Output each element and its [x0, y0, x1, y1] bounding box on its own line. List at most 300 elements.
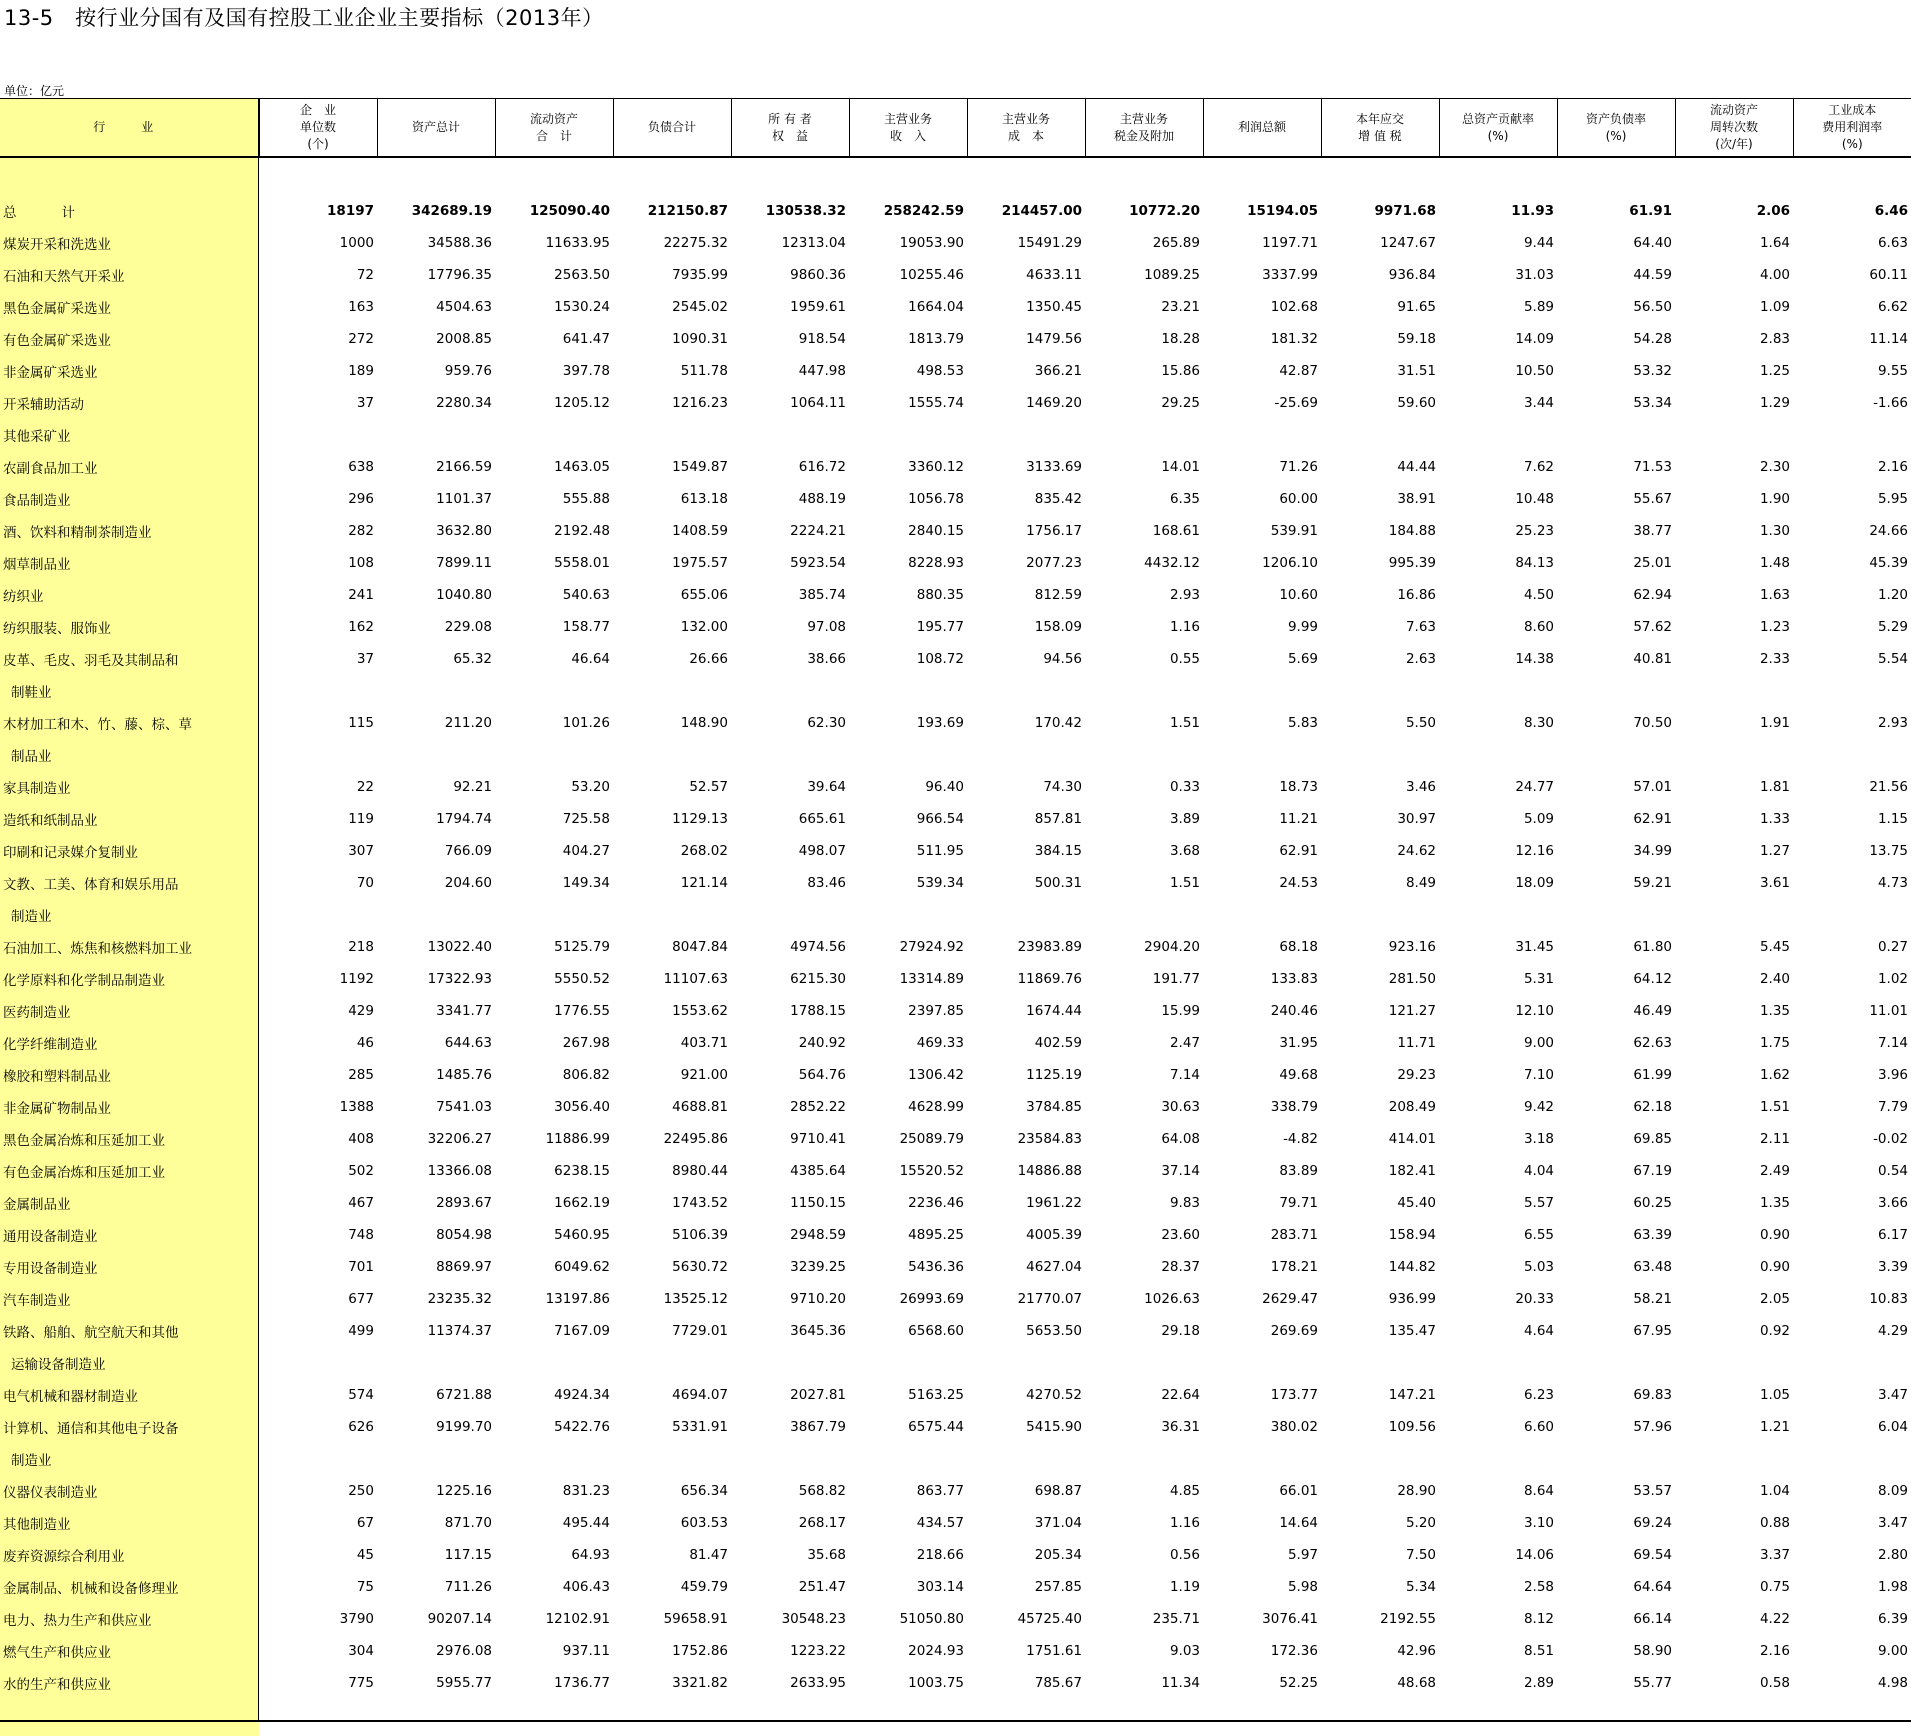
value-cell — [1557, 1443, 1675, 1475]
value-cell — [1675, 739, 1793, 771]
value-cell: 168.61 — [1152, 523, 1200, 539]
value-cell: 371.04 — [1034, 1515, 1082, 1531]
value-cell: 64.93 — [571, 1547, 610, 1563]
table-row — [0, 1539, 1911, 1571]
industry-name: 酒、饮料和精制茶制造业 — [0, 515, 259, 547]
value-cell: 4005.39 — [1026, 1227, 1082, 1243]
value-cell — [495, 899, 613, 931]
value-cell: -25.69 — [1274, 395, 1318, 411]
industry-name: 非金属矿采选业 — [0, 355, 259, 387]
header-line: 主营业务 — [1119, 111, 1168, 126]
value-cell: 1.19 — [1169, 1579, 1200, 1595]
value-cell: 429 — [348, 1003, 374, 1019]
value-cell: 748 — [348, 1227, 374, 1243]
table-row — [0, 1187, 1911, 1219]
value-cell: 12.16 — [1515, 843, 1554, 859]
value-cell: 5415.90 — [1026, 1419, 1082, 1435]
value-cell: 937.11 — [562, 1643, 610, 1659]
value-cell: 698.87 — [1034, 1483, 1082, 1499]
value-cell: 133.83 — [1270, 971, 1318, 987]
value-cell: 13314.89 — [899, 971, 964, 987]
value-cell: 1225.16 — [436, 1483, 492, 1499]
table-row — [0, 611, 1911, 643]
value-cell: 995.39 — [1388, 555, 1436, 571]
value-cell: 22.64 — [1161, 1387, 1200, 1403]
value-cell: 1.35 — [1759, 1003, 1790, 1019]
header-line: 资产负债率 — [1585, 111, 1646, 126]
value-cell: 24.53 — [1279, 875, 1318, 891]
value-cell: 52.25 — [1279, 1675, 1318, 1691]
value-cell: 7.10 — [1523, 1067, 1554, 1083]
value-cell: 108 — [348, 555, 374, 571]
value-cell: 342689.19 — [411, 203, 492, 219]
padding-cell — [0, 1699, 259, 1736]
value-cell — [1085, 899, 1203, 931]
value-cell: 1.04 — [1759, 1483, 1790, 1499]
table-row — [0, 995, 1911, 1027]
value-cell: 15491.29 — [1017, 235, 1082, 251]
value-cell: 5.98 — [1287, 1579, 1318, 1595]
value-cell: 257.85 — [1034, 1579, 1082, 1595]
value-cell — [377, 675, 495, 707]
table-row — [0, 419, 1911, 451]
value-cell — [1557, 1347, 1675, 1379]
value-cell: 5923.54 — [790, 555, 846, 571]
value-cell: 193.69 — [916, 715, 964, 731]
value-cell: 27924.92 — [899, 939, 964, 955]
value-cell: 1736.77 — [554, 1675, 610, 1691]
value-cell: 218.66 — [916, 1547, 964, 1563]
value-cell: 701 — [348, 1259, 374, 1275]
value-cell: 936.99 — [1388, 1291, 1436, 1307]
value-cell: 75 — [356, 1579, 374, 1595]
value-cell: 1.75 — [1759, 1035, 1790, 1051]
padding-cell — [377, 1699, 495, 1736]
value-cell: 208.49 — [1388, 1099, 1436, 1115]
value-cell: 3076.41 — [1262, 1611, 1318, 1627]
table-row — [0, 1667, 1911, 1699]
value-cell: 62.94 — [1633, 587, 1672, 603]
value-cell: 79.71 — [1279, 1195, 1318, 1211]
value-cell: 1.91 — [1759, 715, 1790, 731]
value-cell: 408 — [348, 1131, 374, 1147]
value-cell: 57.96 — [1633, 1419, 1672, 1435]
value-cell: 366.21 — [1034, 363, 1082, 379]
header-line: (%) — [1841, 137, 1863, 151]
header-line: 单位数 — [299, 120, 336, 134]
value-cell: 65.32 — [453, 651, 492, 667]
value-cell: 1089.25 — [1144, 267, 1200, 283]
value-cell — [731, 419, 849, 451]
industry-name: 金属制品、机械和设备修理业 — [0, 1571, 259, 1603]
industry-name: 烟草制品业 — [0, 547, 259, 579]
table-bottom-rule — [0, 1720, 1911, 1722]
value-cell: 1.51 — [1169, 875, 1200, 891]
value-cell: 1743.52 — [672, 1195, 728, 1211]
value-cell: 502 — [348, 1163, 374, 1179]
value-cell — [377, 739, 495, 771]
value-cell: 2027.81 — [790, 1387, 846, 1403]
value-cell: 1056.78 — [908, 491, 964, 507]
value-cell: 1794.74 — [436, 811, 492, 827]
value-cell: 163 — [348, 299, 374, 315]
value-cell: 4895.25 — [908, 1227, 964, 1243]
value-cell: 511.78 — [680, 363, 728, 379]
value-cell: 9.83 — [1169, 1195, 1200, 1211]
padding-cell — [613, 1699, 731, 1736]
value-cell: 0.88 — [1759, 1515, 1790, 1531]
value-cell: 4.98 — [1877, 1675, 1908, 1691]
header-line: 成 本 — [1007, 128, 1044, 143]
value-cell: 2.49 — [1759, 1163, 1790, 1179]
header-col-7 — [967, 99, 1085, 158]
value-cell: 62.91 — [1279, 843, 1318, 859]
value-cell: 272 — [348, 331, 374, 347]
value-cell: 62.30 — [807, 715, 846, 731]
value-cell: 616.72 — [798, 459, 846, 475]
value-cell: 61.80 — [1633, 939, 1672, 955]
value-cell: 1101.37 — [436, 491, 492, 507]
value-cell: 83.89 — [1279, 1163, 1318, 1179]
value-cell: 59.18 — [1397, 331, 1436, 347]
value-cell: 1.20 — [1877, 587, 1908, 603]
value-cell: 5.45 — [1759, 939, 1790, 955]
value-cell: 835.42 — [1034, 491, 1082, 507]
value-cell — [1557, 739, 1675, 771]
value-cell: 1959.61 — [790, 299, 846, 315]
value-cell: 46.49 — [1633, 1003, 1672, 1019]
value-cell — [731, 1347, 849, 1379]
value-cell: 6568.60 — [908, 1323, 964, 1339]
value-cell: 385.74 — [798, 587, 846, 603]
value-cell: 6049.62 — [554, 1259, 610, 1275]
header-col-11 — [1439, 99, 1557, 158]
header-line: 税金及附加 — [1113, 128, 1174, 143]
value-cell: 1247.67 — [1380, 235, 1436, 251]
value-cell: 12313.04 — [781, 235, 846, 251]
value-cell: 4.00 — [1759, 267, 1790, 283]
value-cell: 218 — [348, 939, 374, 955]
value-cell: 1.30 — [1759, 523, 1790, 539]
industry-name: 其他采矿业 — [0, 419, 259, 451]
value-cell: 6.35 — [1169, 491, 1200, 507]
value-cell — [377, 419, 495, 451]
value-cell: 53.20 — [571, 779, 610, 795]
value-cell — [731, 899, 849, 931]
value-cell: 21.56 — [1869, 779, 1908, 795]
value-cell: 36.31 — [1161, 1419, 1200, 1435]
value-cell: 304 — [348, 1643, 374, 1659]
value-cell: 8054.98 — [436, 1227, 492, 1243]
value-cell: 23.60 — [1161, 1227, 1200, 1243]
value-cell: 2629.47 — [1262, 1291, 1318, 1307]
value-cell: 11633.95 — [545, 235, 610, 251]
value-cell: 14.64 — [1279, 1515, 1318, 1531]
header-line: 费用利润率 — [1822, 120, 1883, 134]
value-cell: 40.81 — [1633, 651, 1672, 667]
header-line: 资产总计 — [411, 120, 460, 134]
value-cell: 3239.25 — [790, 1259, 846, 1275]
value-cell: 269.69 — [1270, 1323, 1318, 1339]
value-cell — [1793, 1347, 1911, 1379]
industry-name: 家具制造业 — [0, 771, 259, 803]
value-cell: 5550.52 — [554, 971, 610, 987]
value-cell — [849, 675, 967, 707]
value-cell: 4974.56 — [790, 939, 846, 955]
spacer-cell — [259, 157, 377, 195]
value-cell: 574 — [348, 1387, 374, 1403]
value-cell: 181.32 — [1270, 331, 1318, 347]
value-cell: 18.09 — [1515, 875, 1554, 891]
value-cell: 1040.80 — [436, 587, 492, 603]
name-column-border — [258, 98, 259, 1720]
industry-name: 铁路、船舶、航空航天和其他 — [0, 1315, 259, 1347]
value-cell — [613, 675, 731, 707]
value-cell: 71.53 — [1633, 459, 1672, 475]
value-cell: 0.75 — [1759, 1579, 1790, 1595]
value-cell: 725.58 — [562, 811, 610, 827]
value-cell: 1776.55 — [554, 1003, 610, 1019]
value-cell: 4.64 — [1523, 1323, 1554, 1339]
value-cell — [259, 1347, 377, 1379]
value-cell: 62.63 — [1633, 1035, 1672, 1051]
industry-name: 总 计 — [0, 195, 259, 227]
value-cell: 59.21 — [1633, 875, 1672, 891]
value-cell: 1553.62 — [672, 1003, 728, 1019]
value-cell: 62.18 — [1633, 1099, 1672, 1115]
value-cell: 1.27 — [1759, 843, 1790, 859]
value-cell: 2.40 — [1759, 971, 1790, 987]
value-cell: 69.85 — [1633, 1131, 1672, 1147]
header-line: 行 业 — [93, 120, 166, 134]
value-cell: 13.75 — [1869, 843, 1908, 859]
value-cell — [1439, 739, 1557, 771]
industry-name: 专用设备制造业 — [0, 1251, 259, 1283]
table-row — [0, 1123, 1911, 1155]
table-row — [0, 355, 1911, 387]
padding-cell — [1203, 1699, 1321, 1736]
value-cell: 3.61 — [1759, 875, 1790, 891]
value-cell: 5653.50 — [1026, 1323, 1082, 1339]
value-cell: 6.04 — [1877, 1419, 1908, 1435]
value-cell: 3341.77 — [436, 1003, 492, 1019]
table-row — [0, 291, 1911, 323]
header-col-4 — [613, 99, 731, 158]
value-cell: 5.69 — [1287, 651, 1318, 667]
value-cell: 21770.07 — [1017, 1291, 1082, 1307]
value-cell: 11374.37 — [427, 1323, 492, 1339]
value-cell: 6215.30 — [790, 971, 846, 987]
value-cell: 4688.81 — [672, 1099, 728, 1115]
value-cell: 2.83 — [1759, 331, 1790, 347]
value-cell: 5.03 — [1523, 1259, 1554, 1275]
header-col-6 — [849, 99, 967, 158]
padding-cell — [1439, 1699, 1557, 1736]
value-cell: 109.56 — [1388, 1419, 1436, 1435]
table-row — [0, 1379, 1911, 1411]
spacer-cell — [613, 157, 731, 195]
industry-name: 医药制造业 — [0, 995, 259, 1027]
table-row — [0, 1475, 1911, 1507]
value-cell: 11.21 — [1279, 811, 1318, 827]
value-cell: 2.05 — [1759, 1291, 1790, 1307]
header-col-13 — [1675, 99, 1793, 158]
value-cell: 30.63 — [1161, 1099, 1200, 1115]
value-cell: 641.47 — [562, 331, 610, 347]
value-cell: 0.55 — [1169, 651, 1200, 667]
value-cell: 59.60 — [1397, 395, 1436, 411]
value-cell: 8.60 — [1523, 619, 1554, 635]
value-cell — [1793, 739, 1911, 771]
header-line: 权 益 — [771, 128, 808, 143]
value-cell: 29.25 — [1161, 395, 1200, 411]
value-cell: 34.99 — [1633, 843, 1672, 859]
padding-cell — [259, 1699, 377, 1736]
value-cell: 656.34 — [680, 1483, 728, 1499]
value-cell: 178.21 — [1270, 1259, 1318, 1275]
value-cell: 2.89 — [1523, 1675, 1554, 1691]
value-cell: 2948.59 — [790, 1227, 846, 1243]
padding-cell — [1085, 1699, 1203, 1736]
value-cell: 285 — [348, 1067, 374, 1083]
value-cell: 2840.15 — [908, 523, 964, 539]
value-cell: 132.00 — [680, 619, 728, 635]
value-cell: 4432.12 — [1144, 555, 1200, 571]
value-cell: 1664.04 — [908, 299, 964, 315]
value-cell: 2852.22 — [790, 1099, 846, 1115]
value-cell: 2280.34 — [436, 395, 492, 411]
spacer-cell — [1439, 157, 1557, 195]
value-cell: 108.72 — [916, 651, 964, 667]
value-cell: 966.54 — [916, 811, 964, 827]
value-cell: 5.57 — [1523, 1195, 1554, 1211]
header-line: (%) — [1605, 128, 1627, 143]
value-cell: 3784.85 — [1026, 1099, 1082, 1115]
industry-name: 非金属矿物制品业 — [0, 1091, 259, 1123]
industry-name: 开采辅助活动 — [0, 387, 259, 419]
industry-name: 纺织服装、服饰业 — [0, 611, 259, 643]
value-cell: 66.01 — [1279, 1483, 1318, 1499]
header-col-8 — [1085, 99, 1203, 158]
value-cell: 434.57 — [916, 1515, 964, 1531]
industry-name: 化学纤维制造业 — [0, 1027, 259, 1059]
value-cell: 414.01 — [1388, 1131, 1436, 1147]
value-cell: 1469.20 — [1026, 395, 1082, 411]
value-cell — [1439, 419, 1557, 451]
value-cell: 268.17 — [798, 1515, 846, 1531]
value-cell: 52.57 — [689, 779, 728, 795]
industry-name: 电力、热力生产和供应业 — [0, 1603, 259, 1635]
table-row — [0, 963, 1911, 995]
value-cell: 539.34 — [916, 875, 964, 891]
header-line: (%) — [1487, 128, 1509, 143]
value-cell: 92.21 — [453, 779, 492, 795]
value-cell: 1350.45 — [1026, 299, 1082, 315]
table-row — [0, 515, 1911, 547]
value-cell: 45.39 — [1869, 555, 1908, 571]
value-cell: 8980.44 — [672, 1163, 728, 1179]
industry-name: 运输设备制造业 — [0, 1347, 259, 1379]
value-cell — [1321, 675, 1439, 707]
header-line: 负债合计 — [647, 120, 696, 134]
value-cell: 55.67 — [1633, 491, 1672, 507]
industry-name: 农副食品加工业 — [0, 451, 259, 483]
value-cell: 936.84 — [1388, 267, 1436, 283]
industry-name: 计算机、通信和其他电子设备 — [0, 1411, 259, 1443]
value-cell: 4627.04 — [1026, 1259, 1082, 1275]
value-cell — [731, 739, 849, 771]
value-cell: 125090.40 — [529, 203, 610, 219]
value-cell: 785.67 — [1034, 1675, 1082, 1691]
value-cell: 67 — [356, 1515, 374, 1531]
value-cell: 1.23 — [1759, 619, 1790, 635]
table-row — [0, 1219, 1911, 1251]
value-cell: 90207.14 — [427, 1611, 492, 1627]
value-cell — [849, 899, 967, 931]
value-cell: 2976.08 — [436, 1643, 492, 1659]
value-cell: 281.50 — [1388, 971, 1436, 987]
value-cell: 5.34 — [1405, 1579, 1436, 1595]
value-cell: 2893.67 — [436, 1195, 492, 1211]
value-cell: 34588.36 — [427, 235, 492, 251]
value-cell: 17322.93 — [427, 971, 492, 987]
value-cell: 204.60 — [444, 875, 492, 891]
value-cell: 24.66 — [1869, 523, 1908, 539]
value-cell — [1203, 675, 1321, 707]
padding-cell — [1321, 1699, 1439, 1736]
spacer-cell — [967, 157, 1085, 195]
value-cell: 1.29 — [1759, 395, 1790, 411]
value-cell: 64.40 — [1633, 235, 1672, 251]
value-cell: 3056.40 — [554, 1099, 610, 1115]
value-cell: 6.46 — [1874, 203, 1908, 219]
value-cell — [1203, 1347, 1321, 1379]
value-cell — [1085, 739, 1203, 771]
value-cell: 766.09 — [444, 843, 492, 859]
value-cell — [495, 1443, 613, 1475]
value-cell: 564.76 — [798, 1067, 846, 1083]
value-cell: 9.55 — [1877, 363, 1908, 379]
value-cell: 1.02 — [1877, 971, 1908, 987]
value-cell: 9.00 — [1523, 1035, 1554, 1051]
padding-cell — [495, 1699, 613, 1736]
value-cell — [1557, 899, 1675, 931]
value-cell: 5.31 — [1523, 971, 1554, 987]
value-cell: 5558.01 — [554, 555, 610, 571]
value-cell: 13366.08 — [427, 1163, 492, 1179]
value-cell: 14.06 — [1515, 1547, 1554, 1563]
value-cell — [1675, 1347, 1793, 1379]
value-cell: 9.44 — [1523, 235, 1554, 251]
value-cell: 240.46 — [1270, 1003, 1318, 1019]
value-cell: 96.40 — [925, 779, 964, 795]
value-cell: 8.49 — [1405, 875, 1436, 891]
value-cell — [613, 419, 731, 451]
value-cell: 1756.17 — [1026, 523, 1082, 539]
value-cell: 459.79 — [680, 1579, 728, 1595]
value-cell: 3790 — [339, 1611, 374, 1627]
value-cell: 338.79 — [1270, 1099, 1318, 1115]
header-line: 利润总额 — [1237, 120, 1286, 134]
value-cell: 9710.20 — [790, 1291, 846, 1307]
value-cell — [495, 739, 613, 771]
value-cell: 5.97 — [1287, 1547, 1318, 1563]
value-cell: 37 — [356, 395, 374, 411]
table-row — [0, 771, 1911, 803]
value-cell: 144.82 — [1388, 1259, 1436, 1275]
value-cell — [495, 1347, 613, 1379]
value-cell: 2.63 — [1405, 651, 1436, 667]
